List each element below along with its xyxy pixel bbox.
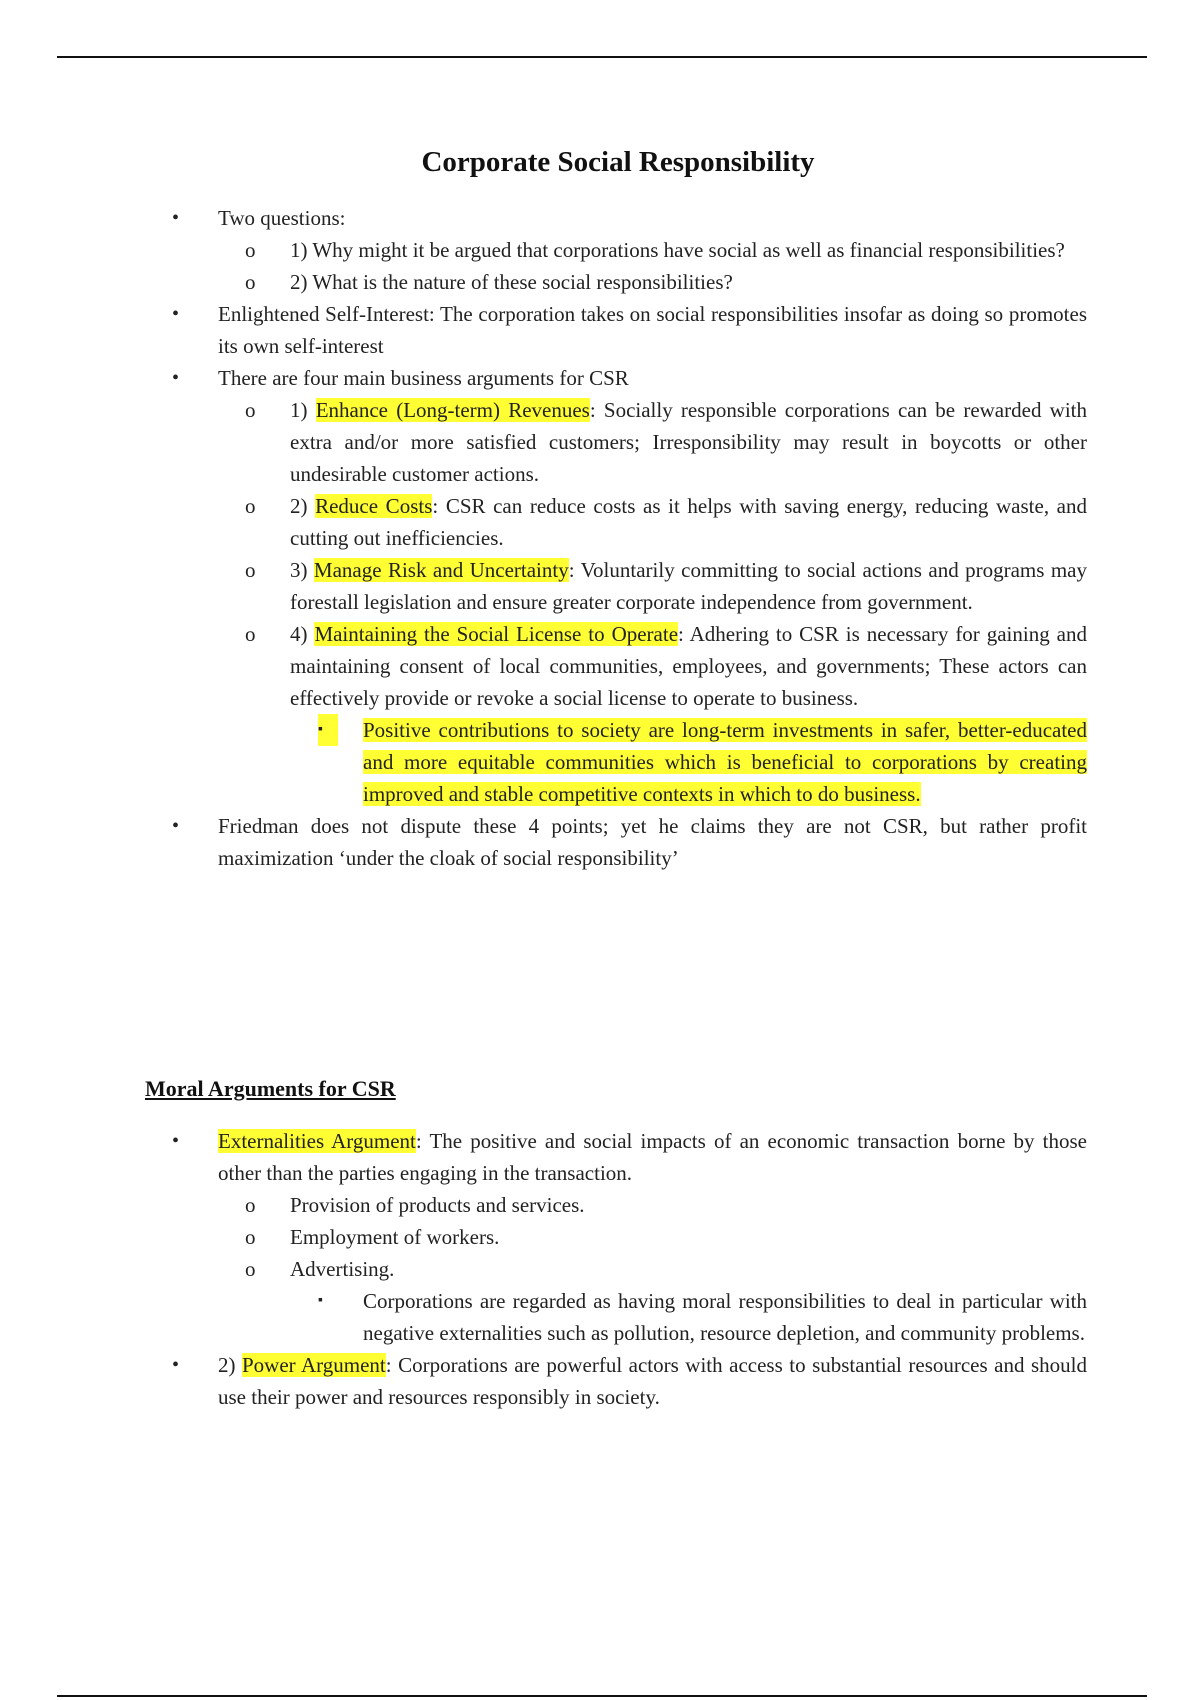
list-item-text: Provision of products and services.	[290, 1193, 585, 1217]
circle-marker: o	[245, 1225, 256, 1249]
list-item-text: Friedman does not dispute these 4 points; yet he claims they are not CSR, but rather profit maximization ‘under the cloak of social responsibility’	[218, 814, 1087, 870]
list-item	[245, 618, 1087, 714]
list-item	[172, 1349, 1087, 1413]
circle-marker: o	[245, 238, 256, 262]
bullet-marker: •	[172, 815, 180, 837]
circle-marker: o	[245, 398, 256, 422]
list-item-text: Advertising.	[290, 1257, 395, 1281]
highlighted-term: Power Argument	[242, 1353, 386, 1377]
list-item	[172, 362, 1087, 394]
highlighted-term: Externalities Argument	[218, 1129, 416, 1153]
arg-number: 4)	[290, 622, 315, 646]
bullet-marker: •	[172, 367, 180, 389]
section-heading: Moral Arguments for CSR	[145, 1076, 396, 1101]
bullet-marker: •	[172, 1354, 180, 1376]
list-item-text: Enlightened Self-Interest: The corporation takes on social responsibilities insofar as doing so promotes its own self-interest	[218, 302, 1087, 358]
circle-marker: o	[245, 558, 256, 582]
list-item	[172, 202, 1087, 234]
bullet-marker: •	[172, 207, 180, 229]
list-item	[245, 266, 1087, 298]
page-title: Corporate Social Responsibility	[421, 146, 815, 178]
list-item-text: Employment of workers.	[290, 1225, 500, 1249]
highlighted-term: Maintaining the Social License to Operate	[314, 622, 679, 646]
list-item	[172, 1125, 1087, 1189]
arg-description: : The positive and social impacts of an economic transaction borne by those other than the parties engaging in the transaction.	[218, 1129, 1087, 1185]
highlighted-sub-point: Positive contributions to society are long-term investments in safer, better-educated and more equitable communities which is beneficial to corporations by creating improved and stable competitive contexts in which to do business.	[363, 718, 1087, 806]
list-item	[318, 714, 1087, 810]
circle-marker: o	[245, 494, 256, 518]
list-item-text: 2) What is the nature of these social responsibilities?	[290, 270, 733, 294]
circle-marker: o	[245, 1193, 256, 1217]
list-item	[245, 1189, 1087, 1221]
highlighted-term: Enhance (Long-term) Revenues	[315, 398, 590, 422]
top-rule	[57, 56, 1147, 58]
arg-number: 1)	[290, 398, 316, 422]
list-item-text: 1) Why might it be argued that corporations have social as well as financial responsibilities?	[290, 238, 1065, 262]
arg-number: 2)	[218, 1353, 242, 1377]
circle-marker: o	[245, 1257, 256, 1281]
arg-description: : Voluntarily committing to social actions and programs may forestall legislation and ensure greater corporate independence from government.	[290, 558, 1087, 614]
list-item	[245, 1253, 1087, 1285]
section-business-arguments	[0, 202, 1200, 874]
arg-description: : Socially responsible corporations can be rewarded with extra and/or more satisfied customers; Irresponsibility may result in boycotts or other undesirable customer actions.	[290, 398, 1087, 486]
list-item-text: Corporations are regarded as having moral responsibilities to deal in particular with negative externalities such as pollution, resource depletion, and community problems.	[363, 1289, 1087, 1345]
arg-description: : Corporations are powerful actors with access to substantial resources and should use their power and resources responsibly in society.	[218, 1353, 1087, 1409]
bullet-marker: •	[172, 1130, 180, 1152]
circle-marker: o	[245, 622, 256, 646]
list-item	[245, 234, 1087, 266]
list-item	[172, 298, 1087, 362]
arg-number: 2)	[290, 494, 316, 518]
list-item	[172, 810, 1087, 874]
section-moral-arguments	[0, 1125, 1200, 1413]
square-marker: ▪	[318, 714, 338, 746]
list-item-text: Two questions:	[218, 206, 346, 230]
list-item-text: There are four main business arguments for CSR	[218, 366, 629, 390]
bullet-marker: •	[172, 303, 180, 325]
list-item	[318, 1285, 1087, 1349]
list-item	[245, 1221, 1087, 1253]
highlighted-term: Manage Risk and Uncertainty	[313, 558, 569, 582]
arg-description: : Adhering to CSR is necessary for gaining and maintaining consent of local communities, employees, and governments; These actors can effectively provide or revoke a social license to operate to business.	[290, 622, 1087, 710]
circle-marker: o	[245, 270, 256, 294]
list-item	[245, 394, 1087, 490]
list-item	[245, 554, 1087, 618]
bottom-rule	[57, 1695, 1147, 1697]
arg-number: 3)	[290, 558, 314, 582]
arg-description: : CSR can reduce costs as it helps with saving energy, reducing waste, and cutting out inefficiencies.	[290, 494, 1088, 550]
square-marker: ▪	[318, 1293, 323, 1308]
list-item	[245, 490, 1088, 554]
highlighted-term: Reduce Costs	[315, 494, 433, 518]
